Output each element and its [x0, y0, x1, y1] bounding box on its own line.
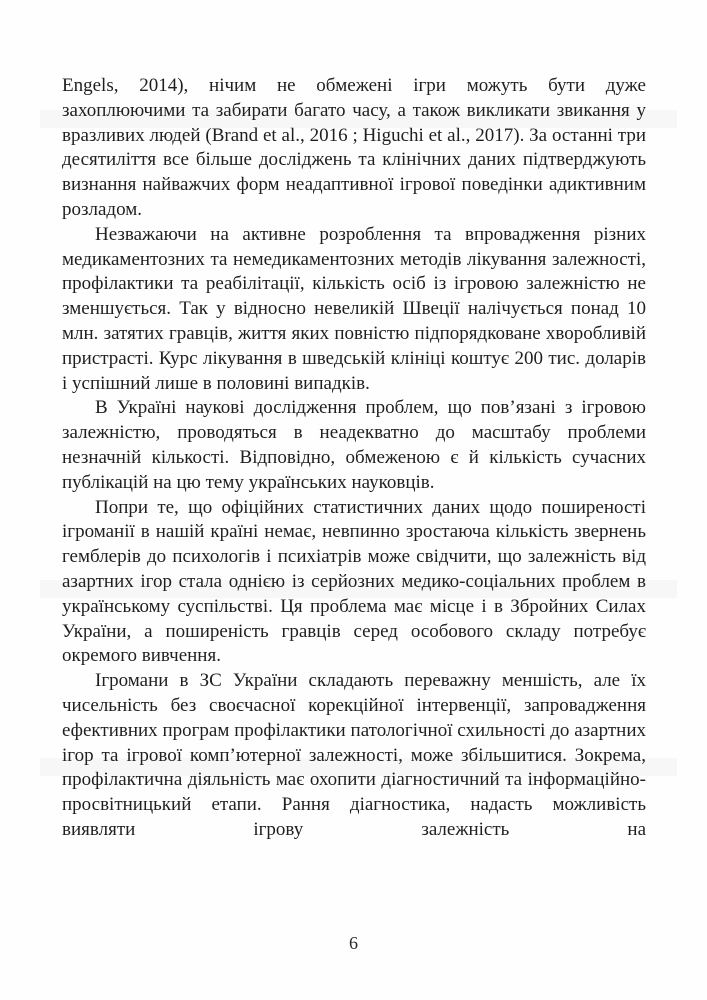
paragraph: Ігромани в ЗС України складають переважну меншість, але їх чисельність без своєчасної корекційної інтервенції, запровадження ефективних програм профілактики патологічної схильності до азартних ігор та ігрової комп’ютерної залежності, може збільшитися. Зокрема, профілактична діяльність має охопити діагностичний та інформаційно-просвітницький етапи. Рання діагностика, надасть можливість виявляти ігрову залежність на: [62, 670, 646, 840]
page-number: 6: [349, 933, 358, 953]
page-text: [62, 74, 646, 843]
paragraph-continuation: Engels, 2014), нічим не обмежені ігри можуть бути дуже захоплюючими та забирати багато часу, а також викликати звикання у вразливих людей (Brand et al., 2016 ; Higuchi et al., 2017). За останні три десятиліття все більше досліджень та клінічних даних підтверджують визнання найважчих форм неадаптивної ігрової поведінки адиктивним розладом.: [62, 75, 646, 220]
paragraph: Попри те, що офіційних статистичних даних щодо поширеності ігроманії в нашій країні немає, невпинно зростаюча кількість звернень гемблерів до психологів і психіатрів може свідчити, що залежність від азартних ігор стала однією із серйозних медико-соціальних проблем в українському суспільстві. Ця проблема має місце і в Збройних Силах України, а поширеність гравців серед особового складу потребує окремого вивчення.: [62, 496, 646, 667]
paragraph: Незважаючи на активне розроблення та впровадження різних медикаментозних та немедикаментозних методів лікування залежності, профілактики та реабілітації, кількість осіб із ігровою залежністю не зменшується. Так у відносно невеликій Швеції налічується понад 10 млн. затятих гравців, життя яких повністю підпорядковане хворобливій пристрасті. Курс лікування в шведській клініці коштує 200 тис. доларів і успішний лише в половині випадків.: [62, 223, 646, 394]
paragraph: В Україні наукові дослідження проблем, що пов’язані з ігровою залежністю, проводяться в неадекватно до масштабу проблеми незначній кількості. Відповідно, обмеженою є й кількість сучасних публікацій на цю тему українських науковців.: [62, 397, 646, 493]
